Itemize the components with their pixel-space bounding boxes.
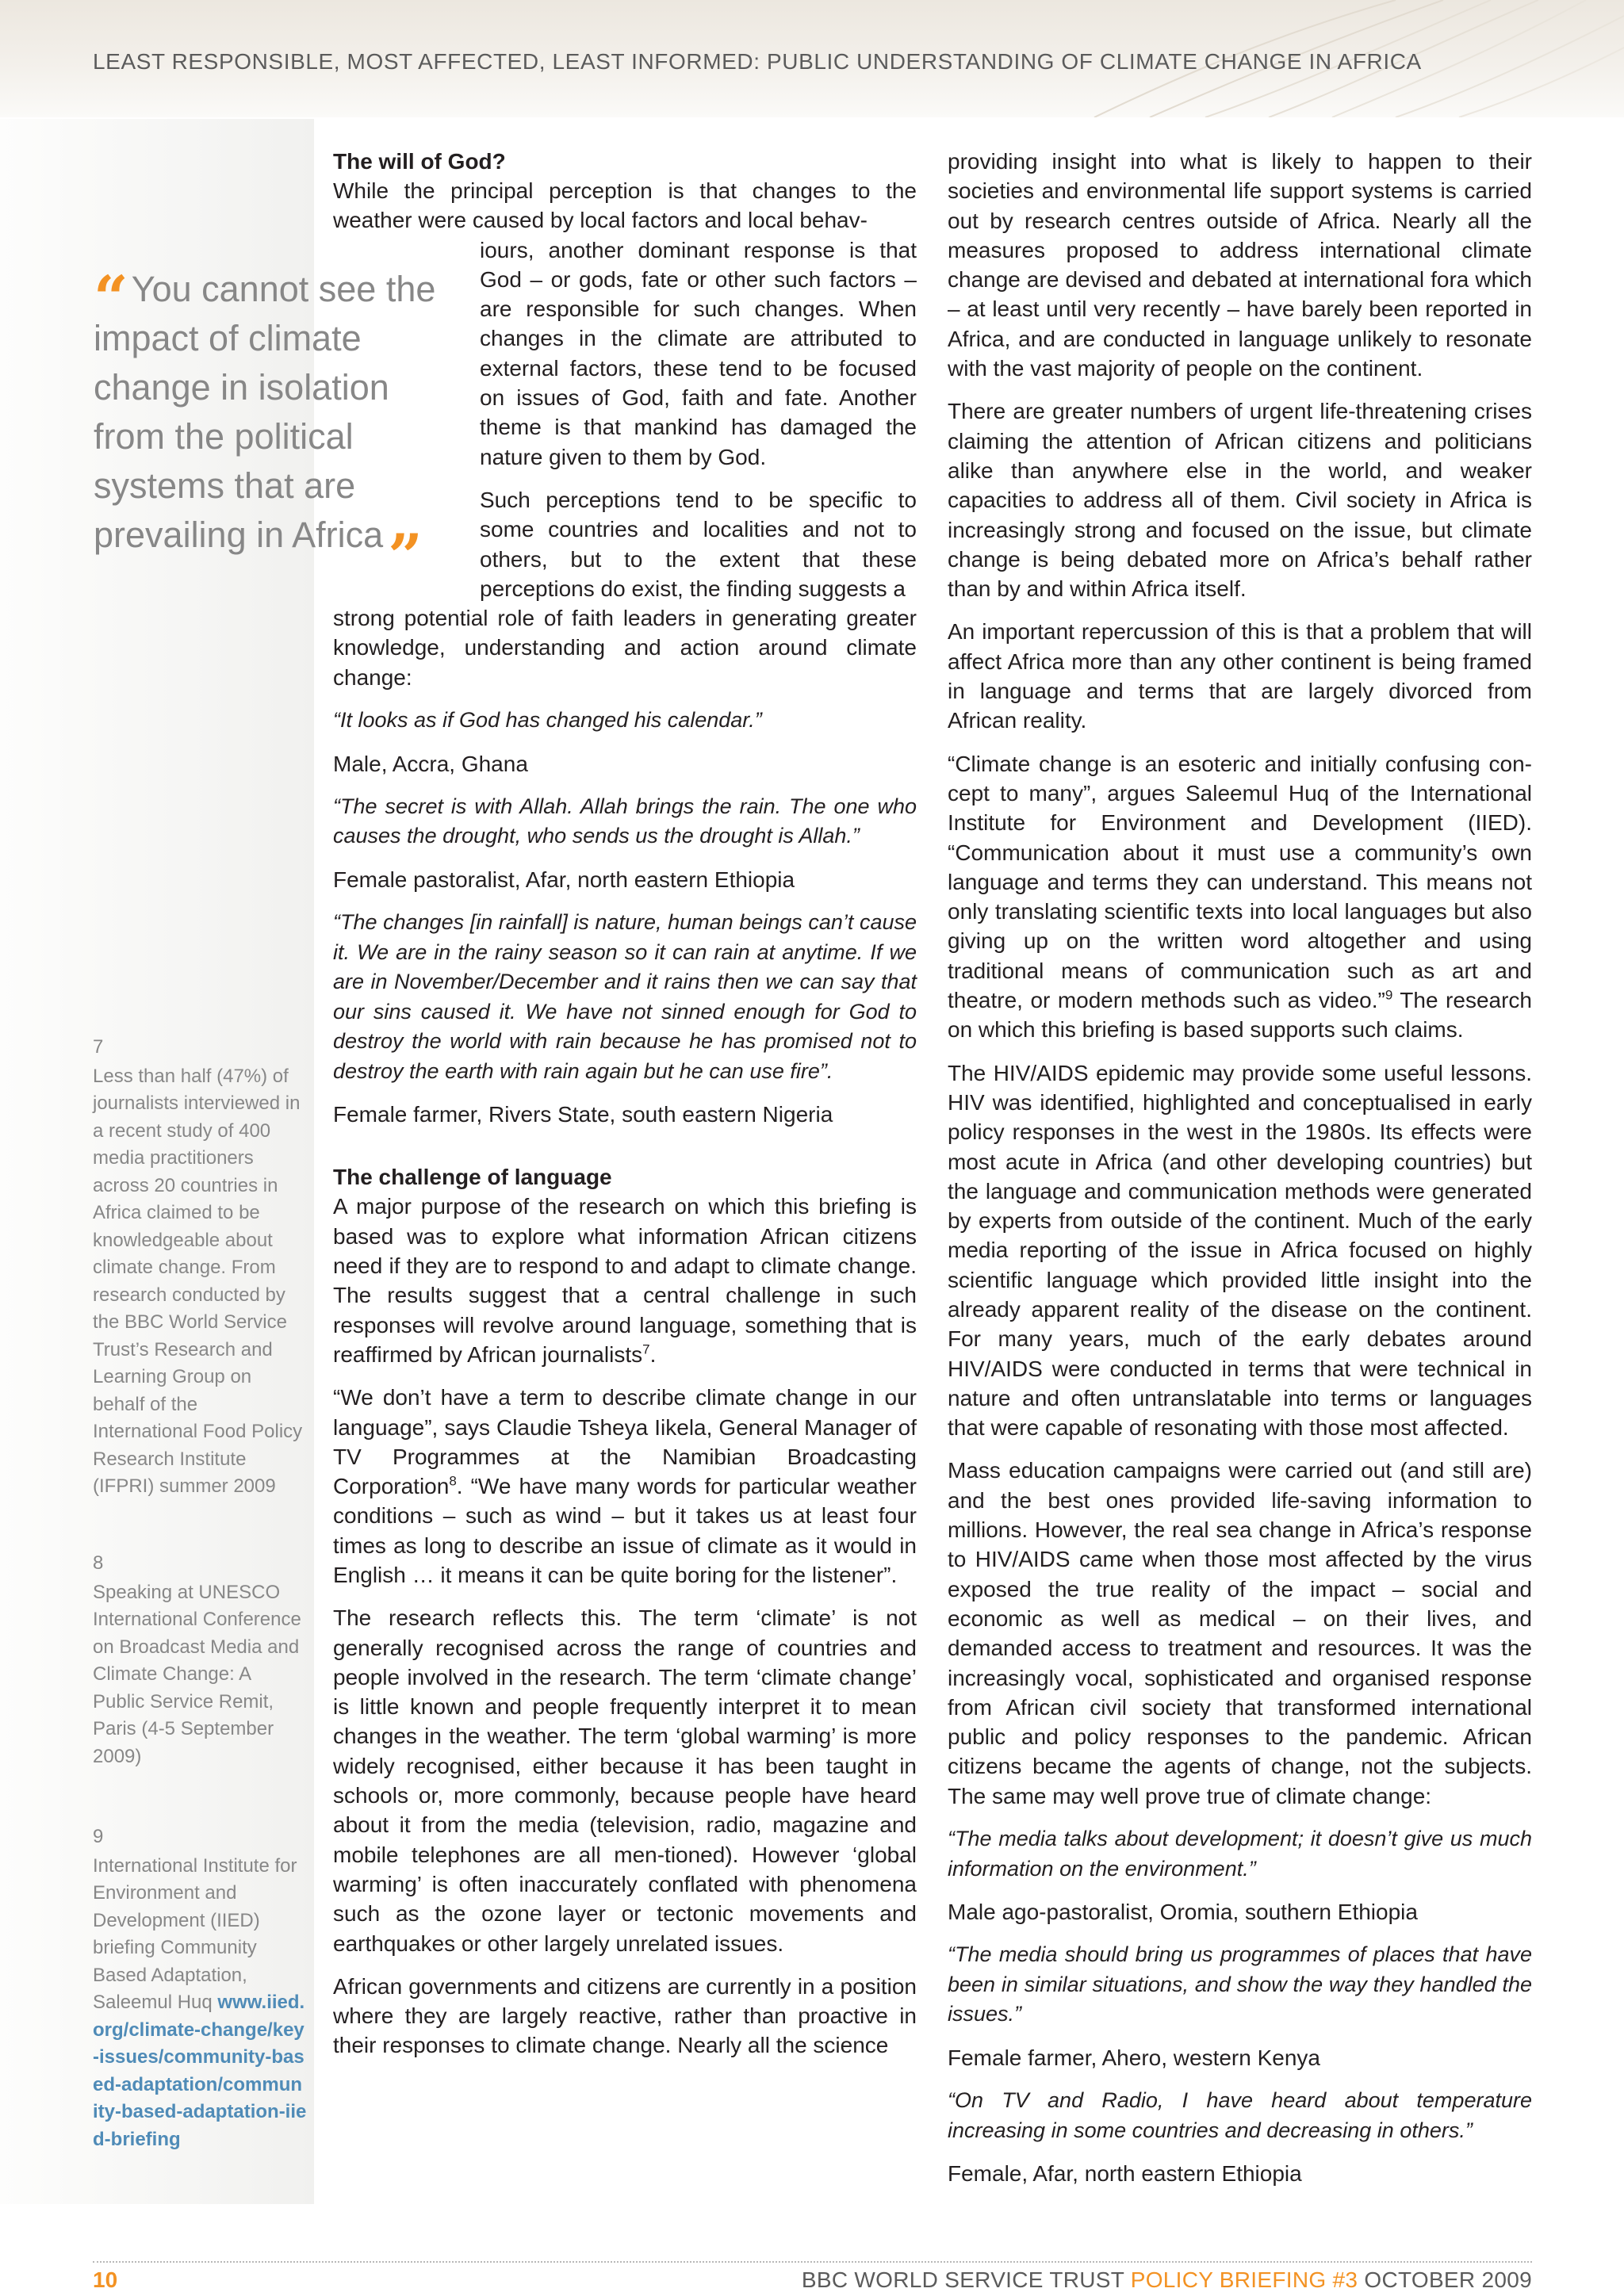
footnote-text: Speaking at UNESCO International Conference on Broadcast Media and Climate Change: A Public Service Remit, Paris (4-5 September 2009)	[93, 1581, 301, 1767]
page-number: 10	[93, 2267, 118, 2292]
footnote-7	[93, 1034, 307, 1501]
footnote-9	[93, 1823, 307, 2153]
quote-attribution: Male, Accra, Ghana	[333, 751, 528, 776]
footnote-number: 9	[93, 1826, 104, 1847]
section-heading-challenge-of-language: The challenge of language	[333, 1165, 612, 1190]
footnote-8	[93, 1550, 307, 1770]
right-column	[948, 147, 1532, 2188]
footnote-ref[interactable]: 9	[1385, 987, 1393, 1003]
paragraph: The research reflects this. The term ‘climate’ is not generally recognised across the range of countries and people involved in the research. The term ‘climate change’ is little known and people frequently interpret it to mean changes in the weather. The term ‘global warming’ is more widely recognised, either because it has been taught in schools or, more commonly, because people have heard about it from the media (television, radio, magazine and mobile telephones are all men-tioned). However ‘global warming’ is often inaccurately conflated with phenomena such as the ozone layer or tectonic movements and earthquakes or other largely unrelated issues.	[333, 1605, 917, 1956]
middle-column	[333, 147, 917, 2074]
paragraph: There are greater numbers of urgent life-threatening crises claiming the attention of African citizens and politicians alike than anywhere else in the world, and weaker capacities to address all of them. Civil society in Africa is increasingly strong and focused on the issue, but climate change is being debated more on Africa’s behalf rather than by and within Africa itself.	[948, 399, 1532, 602]
paragraph: A major purpose of the research on which this briefing is based was to explore what information African citizens need if they are to respond to and adapt to climate change. The results suggest that a central challenge in such responses will revolve around language, something that is reaffirmed by African journalists$^7$.	[333, 1194, 917, 1367]
section-heading-will-of-god: The will of God?	[333, 149, 506, 174]
footnote-text: International Institute for Environment and Development (IIED) briefing Community Based Adaptation, Saleemul Huq	[93, 1854, 297, 2013]
close-quote-icon: ”	[388, 521, 423, 591]
quote-text: “The changes [in rainfall] is nature, human beings can’t cause it. We are in the rainy season so it can rain at anytime. If we are in November/December and it rains then we can say that our sins caused it. We have not sinned enough for God to destroy the world with rain because he has promised not to destroy the earth with rain again but he can use fire”.	[333, 910, 917, 1083]
paragraph: While the principal perception is that changes to the weather were caused by local factors and local behav-	[333, 178, 917, 233]
quote-text: “The media should bring us programmes of places that have been in similar situations, and show the way they handled the issues.”	[948, 1942, 1532, 2026]
footer-org: BBC WORLD SERVICE TRUST	[801, 2267, 1124, 2292]
paragraph	[333, 1383, 917, 1590]
paragraph-text: “We don’t have a term to describe climate change in our language”, says Claudie Tsheya Iikela, General Manager of TV Programmes at the Namibian Broadcasting Corporation	[333, 1385, 917, 1499]
paragraph: African governments and citizens are currently in a position where they are largely reactive, rather than proactive in their responses to climate change. Nearly all the science	[333, 1973, 917, 2058]
page-header	[0, 0, 1624, 117]
quote-text: “The media talks about development; it doesn’t give us much information on the environment.”	[948, 1827, 1532, 1881]
quote-text: “On TV and Radio, I have heard about temperature increasing in some countries and decreasing in others.”	[948, 2088, 1532, 2142]
footnote-ref[interactable]: 7	[642, 1341, 650, 1357]
quote-attribution: Female pastoralist, Afar, north eastern Ethiopia	[333, 867, 795, 892]
paragraph-text: . “We have many words for particular weather conditions – such as wind – but it takes us at least four times as long to describe an issue of climate as it would in English … it means it can be quite boring for the listener”.	[333, 1474, 917, 1587]
quote-attribution: Female, Afar, north eastern Ethiopia	[948, 2161, 1302, 2187]
footnote-number: 7	[93, 1036, 104, 1058]
paragraph: The HIV/AIDS epidemic may provide some useful lessons. HIV was identified, highlighted and conceptualised in early policy responses in the west in the 1980s. Its effects were most acute in Africa (and other developing countries) but the language and communication methods were generated by experts from outside of the continent. Much of the early media reporting of the issue in Africa focused on highly scientific language which provided little insight into the already apparent reality of the disease on the continent. For many years, much of the early debates around HIV/AIDS were conducted in terms that were technical in nature and often untranslatable into terms or languages that were capable of resonating with those most affected.	[948, 1060, 1532, 1441]
paragraph: iours, another dominant response is that God – or gods, fate or other such factors – are responsible for such changes. When changes in the climate are attributed to external factors, these tend to be focused on issues of God, faith and fate. Another theme is that mankind has damaged the nature given to them by God.	[480, 237, 917, 469]
quote-text: “The secret is with Allah. Allah brings the rain. The one who causes the drought, who sends us the drought is Allah.”	[333, 794, 917, 848]
paragraph-text: The research on which this briefing is based supports such claims.	[948, 988, 1532, 1043]
paragraph: strong potential role of faith leaders in generating greater knowledge, understanding and action around climate change:	[333, 606, 917, 690]
running-footer	[802, 2267, 1532, 2293]
paragraph: An important repercussion of this is that a problem that will affect Africa more than any other continent is being framed in language and terms that are largely divorced from African reality.	[948, 619, 1532, 733]
footnote-link[interactable]: www.iied.org/climate-change/key-issues/community-based-adaptation/community-based-adaptation-iied-briefing	[93, 1992, 307, 2150]
paragraph: providing insight into what is likely to happen to their societies and environmental life support systems is carried out by research centres outside of Africa. Nearly all the measures proposed to address international climate change are devised and debated at international fora which – at least until very recently – have barely been reported in Africa, and are conducted in language unlikely to resonate with the vast majority of people on the continent.	[948, 149, 1532, 381]
footnote-ref[interactable]: 8	[449, 1473, 457, 1489]
quote-attribution: Female farmer, Rivers State, south eastern Nigeria	[333, 1102, 833, 1127]
pull-quote-text: You cannot see the impact of climate change in isolation from the political systems that are prevailing in Africa	[94, 269, 436, 555]
open-quote-icon: “	[94, 262, 128, 333]
running-header-title: LEAST RESPONSIBLE, MOST AFFECTED, LEAST INFORMED: PUBLIC UNDERSTANDING OF CLIMATE CHANGE IN AFRICA	[93, 49, 1422, 74]
quote-attribution: Female farmer, Ahero, western Kenya	[948, 2045, 1320, 2070]
quote-text: “It looks as if God has changed his calendar.”	[333, 708, 762, 733]
paragraph: Mass education campaigns were carried out (and still are) and the best ones provided life-saving information to millions. However, the real sea change in Africa’s response to HIV/AIDS came when those most affected by the virus exposed the true reality of the impact – social and economic as well as medical – on their lives, and demanded access to treatment and resources. It was the increasingly vocal, sophisticated and organised response from African civil society that transformed international public and policy responses to the pandemic. African citizens became the agents of change, not the subjects. The same may well prove true of climate change:	[948, 1458, 1532, 1808]
footer-series: POLICY BRIEFING #3	[1130, 2267, 1358, 2292]
footnote-number: 8	[93, 1552, 104, 1574]
paragraph: Such perceptions tend to be specific to some countries and localities and not to others, but to the extent that these perceptions do exist, the finding suggests a	[480, 487, 917, 601]
paragraph-text: A major purpose of the research on which this briefing is based was to explore what information African citizens need if they are to respond to and adapt to climate change. The results suggest that a central challenge in such responses will revolve around language, something that is reaffirmed by African journalists	[333, 1194, 917, 1367]
footer-date: OCTOBER 2009	[1364, 2267, 1532, 2292]
paragraph	[948, 749, 1532, 1045]
paragraph-text: “Climate change is an esoteric and initially confusing con-cept to many”, argues Saleemul Huq of the International Institute for Environment and Development (IIED). “Communication about it must use a community’s own language and terms they can understand. This means not only translating scientific texts into local languages but also giving up on the written word altogether and using traditional means of communication such as art and theatre, or modern methods such as video.”	[948, 751, 1532, 1013]
footer-divider	[93, 2261, 1532, 2263]
quote-attribution: Male ago-pastoralist, Oromia, southern Ethiopia	[948, 1900, 1418, 1925]
footnote-text: Less than half (47%) of journalists interviewed in a recent study of 400 media practitioners across 20 countries in Africa claimed to be knowledgeable about climate change. From research conducted by the BBC World Service Trust’s Research and Learning Group on behalf of the International Food Policy Research Institute (IFPRI) summer 2009	[93, 1065, 303, 1497]
